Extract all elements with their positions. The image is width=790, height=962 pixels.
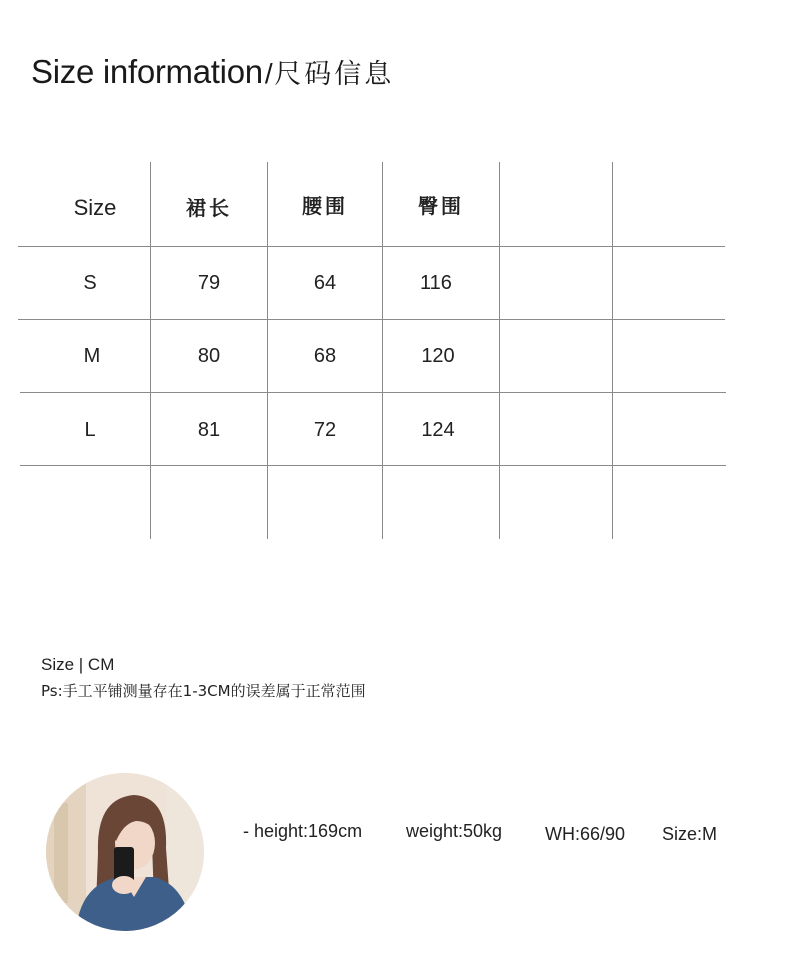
table-cell-empty bbox=[500, 466, 612, 538]
table-cell-empty bbox=[500, 393, 612, 467]
table-cell-empty bbox=[383, 466, 499, 538]
column-header-length: 裙长 bbox=[186, 195, 232, 220]
table-cell-size: M bbox=[83, 344, 101, 367]
table-cell-empty bbox=[500, 247, 612, 319]
column-header-waist: 腰围 bbox=[302, 193, 348, 218]
table-cell-empty bbox=[151, 466, 267, 538]
title-english: Size information bbox=[31, 53, 263, 90]
table-cell-size: L bbox=[84, 418, 96, 441]
table-cell-waist: 64 bbox=[313, 271, 337, 294]
table-cell-waist: 68 bbox=[313, 344, 337, 367]
model-weight: weight:50kg bbox=[406, 821, 503, 841]
unit-note: Size | CM bbox=[41, 655, 115, 674]
table-cell-size: S bbox=[83, 271, 97, 294]
table-cell-length: 80 bbox=[197, 344, 221, 367]
table-cell-empty bbox=[613, 247, 725, 319]
model-height: - height:169cm bbox=[243, 821, 363, 841]
model-size: Size:M bbox=[662, 824, 718, 844]
table-cell-hip: 124 bbox=[421, 418, 455, 441]
table-cell-hip: 116 bbox=[420, 271, 452, 294]
table-cell-empty bbox=[613, 466, 725, 538]
column-header-empty bbox=[613, 180, 725, 232]
model-photo bbox=[46, 773, 204, 931]
model-waist-hip: WH:66/90 bbox=[545, 824, 626, 844]
table-cell-hip: 120 bbox=[421, 344, 455, 367]
table-cell-empty bbox=[268, 466, 382, 538]
table-cell-empty bbox=[613, 320, 725, 392]
page-title bbox=[31, 52, 394, 91]
table-cell-empty bbox=[20, 466, 150, 538]
table-cell-length: 79 bbox=[197, 271, 221, 294]
title-chinese: 尺码信息 bbox=[274, 59, 395, 90]
table-cell-waist: 72 bbox=[313, 418, 337, 441]
column-header-empty bbox=[500, 180, 612, 232]
table-cell-empty bbox=[613, 393, 725, 467]
tolerance-note: Ps:手工平铺测量存在1-3CM的误差属于正常范围 bbox=[41, 682, 366, 700]
table-cell-empty bbox=[500, 320, 612, 392]
table-cell-length: 81 bbox=[197, 418, 221, 441]
column-header-hip: 臀围 bbox=[418, 193, 464, 218]
title-separator: / bbox=[264, 58, 273, 89]
column-header-size: Size bbox=[73, 195, 117, 220]
